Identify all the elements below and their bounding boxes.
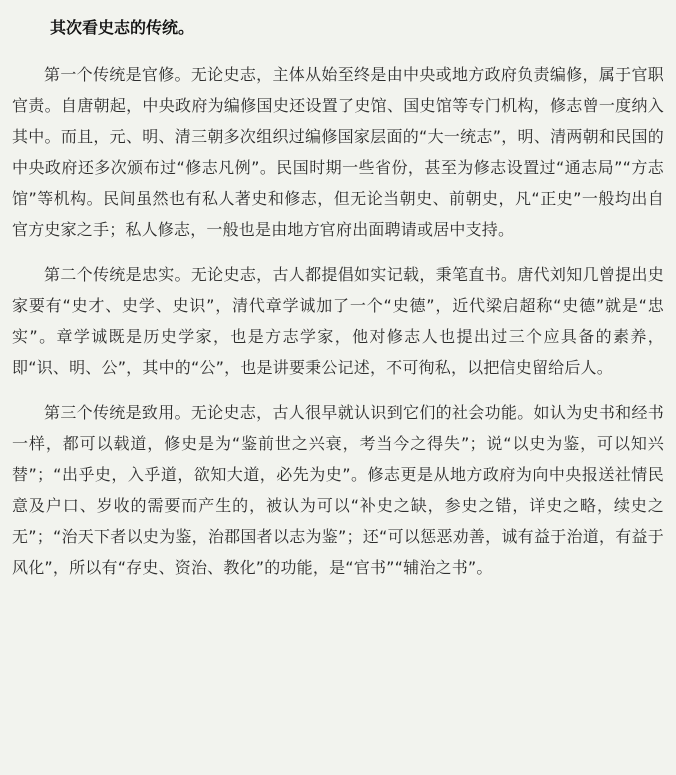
paragraph-faithfulness: 第二个传统是忠实。无论史志，古人都提倡如实记载，秉笔直书。唐代刘知几曾提出史家要有“史才、史学、史识”，清代章学诚加了一个“史德”，近代梁启超称“史德”就是“忠实”。章学诚既是历史学家，也是方志学家，他对修志人也提出过三个应具备的素养，即“识、明、公”，其中的“公”，也是讲要秉公记述，不可徇私，以把信史留给后人。 xyxy=(12,265,664,377)
paragraph-official-compilation: 第一个传统是官修。无论史志，主体从始至终是由中央或地方政府负责编修，属于官职官责。自唐朝起，中央政府为编修国史还设置了史馆、国史馆等专门机构，修志曾一度纳入其中。而且，元、明、清三朝多次组织过编修国家层面的“大一统志”，明、清两朝和民国的中央政府还多次颁布过“修志凡例”。民国时期一些省份，甚至为修志设置过“通志局”“方志馆”等机构。民间虽然也有私人著史和修志，但无论当朝史、前朝史，凡“正史”一般均出自官方史家之手；私人修志，一般也是由地方官府出面聘请或居中支持。 xyxy=(12,65,664,239)
article-heading: 其次看史志的传统。 xyxy=(50,18,195,37)
paragraph-practical-use: 第三个传统是致用。无论史志，古人很早就认识到它们的社会功能。如认为史书和经书一样，都可以载道，修史是为“鉴前世之兴衰，考当今之得失”；说“以史为鉴，可以知兴替”；“出乎史，入乎道，欲知大道，必先为史”。修志更是从地方政府为向中央报送社情民意及户口、岁收的需要而产生的，被认为可以“补史之缺，参史之错，详史之略，续史之无”；“治天下者以史为鉴，治郡国者以志为鉴”；还“可以惩恶劝善，诚有益于治道，有益于风化”，所以有“存史、资治、教化”的功能，是“官书”“辅治之书”。 xyxy=(12,403,664,577)
